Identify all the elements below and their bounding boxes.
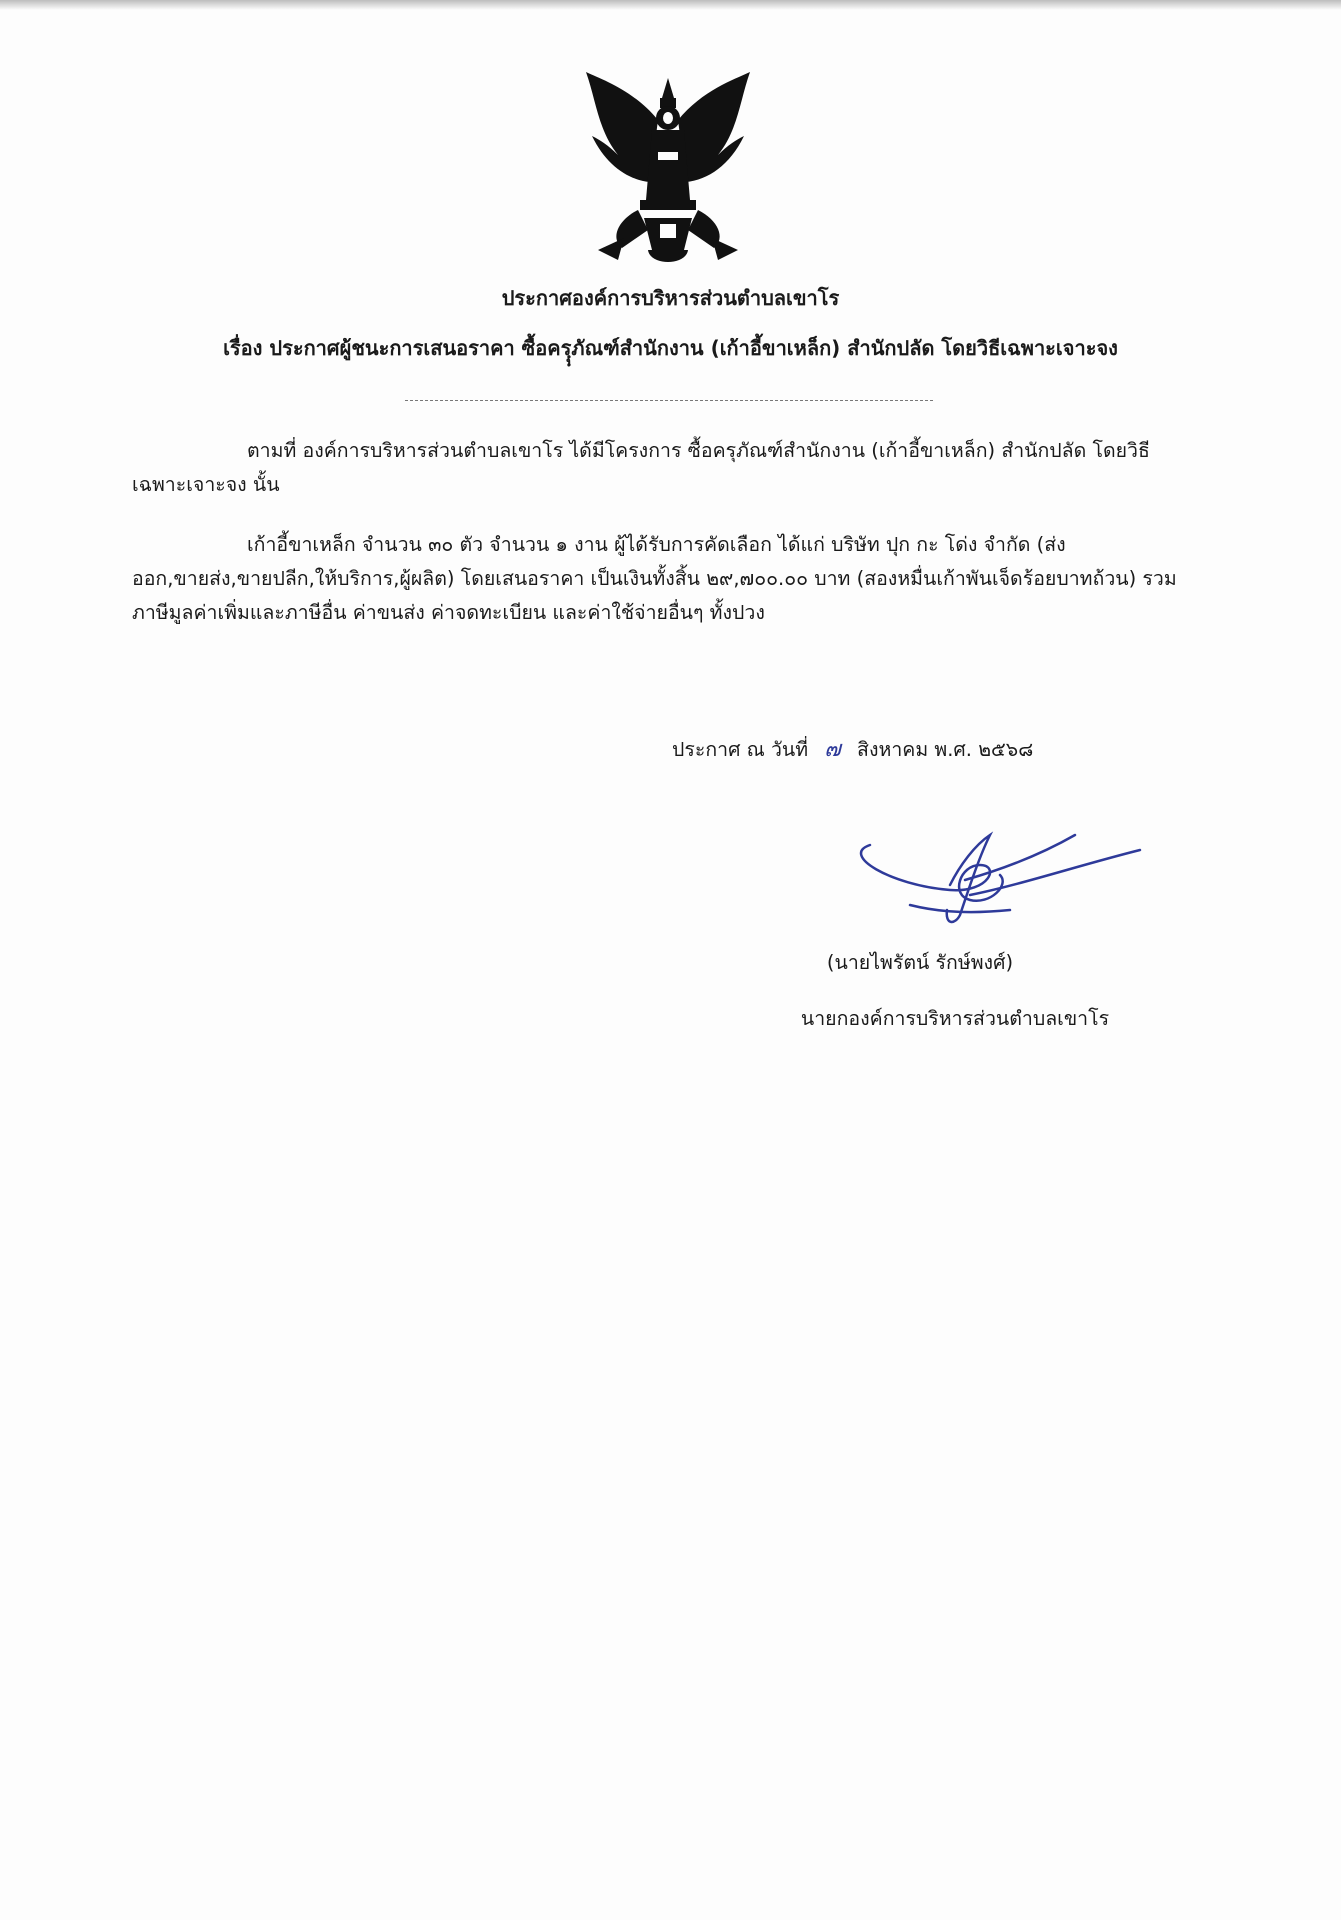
date-day: ๗: [824, 737, 841, 762]
date-month-year: สิงหาคม พ.ศ. ๒๕๖๘: [857, 738, 1034, 761]
document-title: ประกาศองค์การบริหารส่วนตำบลเขาโร: [501, 286, 840, 310]
date-prefix: ประกาศ ณ วันที่: [672, 738, 809, 761]
document-subject: เรื่อง ประกาศผู้ชนะการเสนอราคา ซื้อครฺฺุภัณฑ์สำนักงาน (เก้าอี้ขาเหล็ก) สำนักปลัด โดยวิธีเฉพาะเจาะจง: [223, 336, 1118, 360]
scan-shadow: [0, 0, 1341, 10]
announcement-date: [672, 734, 1033, 766]
paragraph-award: เก้าอี้ขาเหล็ก จำนวน ๓๐ ตัว จำนวน ๑ งาน ผู้ได้รับการคัดเลือก ได้แก่ บริษัท ปุก กะ โด่ง จำกัด (ส่งออก,ขายส่ง,ขายปลีก,ให้บริการ,ผู้ผลิต) โดยเสนอราคา เป็นเงินทั้งสิ้น ๒๙,๗๐๐.๐๐ บาท (สองหมื่นเก้าพันเจ็ดร้อยบาทถ้วน) รวมภาษีมูลค่าเพิ่มและภาษีอื่น ค่าขนส่ง ค่าจดทะเบียน และค่าใช้จ่ายอื่นๆ ทั้งปวง: [132, 533, 1177, 624]
paragraph-intro: ตามที่ องค์การบริหารส่วนตำบลเขาโร ได้มีโครงการ ซื้อครุภัณฑ์สำนักงาน (เก้าอี้ขาเหล็ก) สำนักปลัด โดยวิธีเฉพาะเจาะจง นั้น: [132, 439, 1150, 496]
separator-line: [405, 400, 933, 401]
signer-position: นายกองค์การบริหารส่วนตำบลเขาโร: [800, 1007, 1110, 1030]
garuda-emblem-icon: [578, 70, 758, 270]
signer-name: (นายไพรัตน์ รักษ์พงศ์): [826, 951, 1014, 974]
handwritten-signature-icon: [850, 825, 1150, 945]
